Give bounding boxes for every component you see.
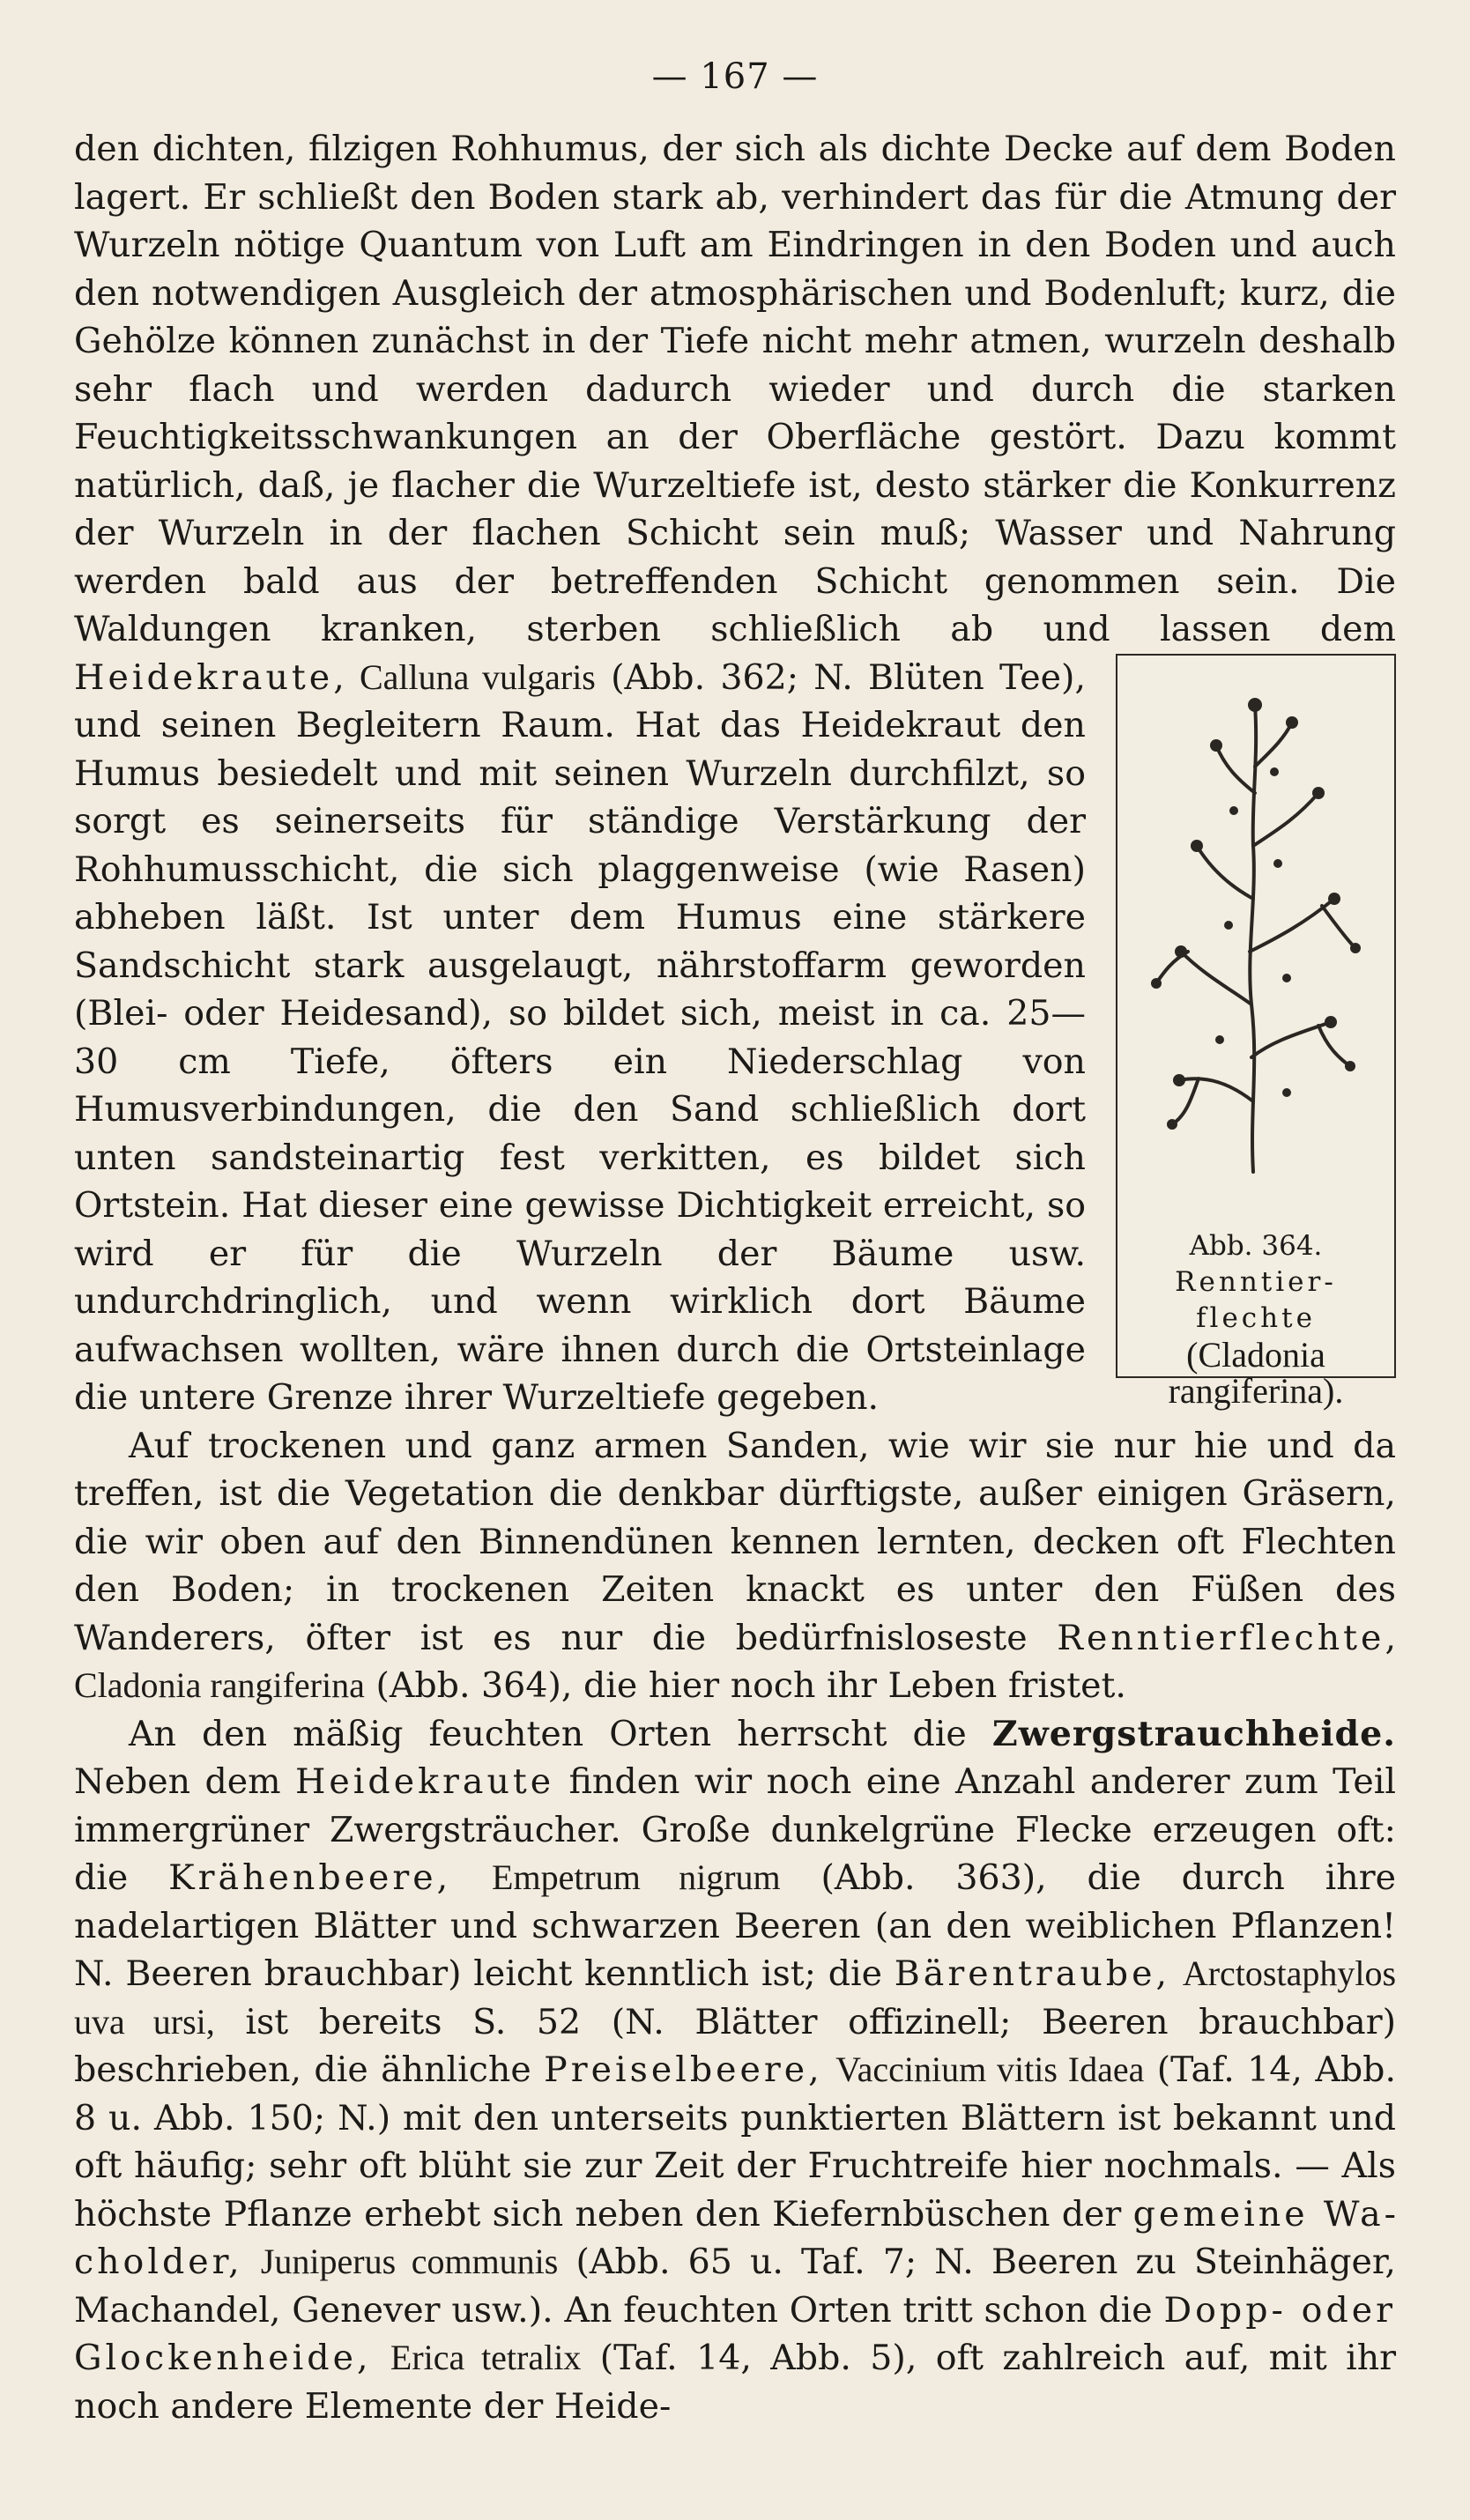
term-zwergstrauchheide: Zwergstrauchheide. bbox=[991, 1713, 1396, 1754]
latin-calluna-vulgaris: Calluna vulgaris bbox=[359, 656, 596, 697]
paragraph-1: den dichten, filzigen Rohhumus, der sich als dichte Decke auf dem Boden lagert. Er schließt den Boden stark ab, verhindert das für die Atmung der Wurzeln nötige Quantum von Luft am Eindringen in den Boden und auch den notwendigen Ausgleich der atmosphärischen und Bodenluft; kurz, die Gehölze können zunächst in der Tiefe nicht mehr atmen, wurzeln deshalb sehr flach und werden dadurch wieder und durch die starken Feuchtigkeitsschwankungen an der Oberfläche gestört. Dazu kommt natürlich, daß, je flacher die Wurzeltiefe ist, desto stärker die Konkurrenz der Wurzeln in der flachen Schicht sein muß; Wasser und Nahrung werden bald aus der betreffenden Schicht genommen sein. Die Waldungen kranken, sterben schließlich ab und lassen dem Heidekraute, Calluna vulgaris Abb. 364. Renntier- flechte (Cladonia rangiferina). (Abb. 362; N. Blüten Tee), und seinen Begleitern Raum. Hat das Heidekraut den Humus besiedelt und mit seinen Wurzeln durchfilzt, so sorgt es seinerseits für ständige Verstärkung der Rohhumusschicht, die sich plaggenweise (wie Rasen) abheben läßt. Ist unter dem Humus eine stärkere Sandschicht stark ausgelaugt, nährstoffarm geworden (Blei- oder Heidesand), so bildet sich, meist in ca. 25—30 cm Tiefe, öfters ein Niederschlag von Humusverbindungen, die den Sand schließlich dort unten sandsteinartig fest verkitten, es bildet sich Ortstein. Hat dieser eine gewisse Dichtigkeit erreicht, so wird er für die Wurzeln der Bäume usw. undurchdringlich, und wenn wirklich dort Bäume aufwachsen wollten, wäre ihnen durch die Ortsteinlage die untere Grenze ihrer Wurzeltiefe gegeben. bbox=[74, 125, 1396, 1422]
paragraph-3-text-c: finden wir noch eine Anzahl anderer zum Teil immergrüner Zwergsträucher. Große dunkelgrüne Flecke erzeugen oft: die bbox=[74, 1761, 1396, 1898]
paragraph-3-text-g: (Abb. 65 u. Taf. 7; N. Beeren zu Steinhäger, Machandel, Genever usw.). An feuchten Orten tritt schon die bbox=[74, 2242, 1396, 2331]
figure-label: Abb. 364. bbox=[1189, 1230, 1323, 1262]
latin-erica-tetralix: Erica tetralix bbox=[390, 2338, 582, 2377]
latin-cladonia-rangiferina: Cladonia rangiferina bbox=[74, 1665, 365, 1705]
text-column bbox=[74, 125, 1396, 2430]
latin-arctostaphylos: Arctostaphylos uva ursi, bbox=[74, 1953, 1397, 2042]
page-number: — 167 — bbox=[651, 56, 819, 97]
figure-name-line-2: flechte bbox=[1196, 1302, 1316, 1334]
figure-name-line-1: Renntier- bbox=[1175, 1266, 1337, 1298]
term-renntierflechte: Renntierflechte bbox=[1057, 1617, 1385, 1658]
paragraph-3-text-f: (Taf. 14, Abb. 8 u. Abb. 150; N.) mit den unterseits punktierten Blättern ist bekannt und oft häufig; sehr oft blüht sie zur Zeit der Fruchtreife hier nochmals. — Als höchste Pflanze erhebt sich neben den Kiefernbüschen der bbox=[74, 2049, 1397, 2235]
paragraph-3-text-d: (Abb. 363), die durch ihre nadelartigen Blätter und schwarzen Beeren (an den weiblichen Pflanzen! N. Beeren brauchbar) leicht kenntlich ist; die bbox=[74, 1857, 1396, 1994]
latin-empetrum-nigrum: Empetrum nigrum bbox=[492, 1857, 781, 1897]
term-kraehenbeere: Krähenbeere, bbox=[168, 1857, 452, 1898]
term-heidekraut: Heidekraute bbox=[74, 656, 334, 698]
latin-vaccinium: Vaccinium vitis Idaea bbox=[835, 2049, 1145, 2089]
term-wacholder: gemeine Wacholder, bbox=[74, 2193, 1396, 2282]
figure-latin-line-1: (Cladonia bbox=[1186, 1335, 1325, 1375]
figure-abb-364 bbox=[1116, 654, 1396, 1411]
paragraph-2: Auf trockenen und ganz armen Sanden, wie wir sie nur hie und da treffen, ist die Vegetation die denkbar dürftigste, außer einigen Gräsern, die wir oben auf den Binnendünen kennen lernten, decken oft Flechten den Boden; in trockenen Zeiten knackt es unter den Füßen des Wanderers, öfter ist es nur die bedürfnisloseste Renntierflechte, Cladonia rangiferina (Abb. 364), die hier noch ihr Leben fristet. bbox=[74, 1425, 1396, 1706]
paragraph-3-text-b: Neben dem bbox=[74, 1761, 295, 1802]
term-doppheide: Dopp- oder Glockenheide, bbox=[74, 2289, 1396, 2378]
term-heidekraute: Heidekraute bbox=[294, 1761, 555, 1802]
figure-latin-line-2: rangiferina). bbox=[1168, 1371, 1344, 1411]
paragraph-2-text-a: Auf trockenen und ganz armen Sanden, wie wir sie nur hie und da treffen, ist die Vegetation die denkbar dürftigste, außer einigen Gräsern, die wir oben auf den Binnendünen kennen lernten, decken oft Flechten den Boden; in trockenen Zeiten knackt es unter den Füßen des Wanderers, öfter ist es nur die bedürfnisloseste bbox=[74, 1425, 1396, 1658]
lichen-illustration-icon bbox=[1146, 687, 1366, 1181]
paragraph-1-text-a: den dichten, filzigen Rohhumus, der sich als dichte Decke auf dem Boden lagert. Er schließt den Boden stark ab, verhindert das für die Atmung der Wurzeln nötige Quantum von Luft am Eindringen in den Boden und auch den notwendigen Ausgleich der atmosphärischen und Bodenluft; kurz, die Gehölze können zunächst in der Tiefe nicht mehr atmen, wurzeln deshalb sehr flach und werden dadurch wieder und durch die starken Feuchtigkeitsschwankungen an der Oberfläche gestört. Dazu kommt natürlich, daß, je flacher die Wurzeltiefe ist, desto stärker die Konkurrenz der Wurzeln in der flachen Schicht sein muß; Wasser und Nahrung werden bald aus der betreffenden Schicht genommen sein. Die Waldungen kranken, sterben schließlich ab und lassen dem bbox=[74, 129, 1396, 649]
term-preiselbeere: Preiselbeere, bbox=[544, 2049, 823, 2090]
paragraph-2-text-b: (Abb. 364), die hier noch ihr Leben fristet. bbox=[375, 1665, 1126, 1706]
paragraph-3 bbox=[74, 1710, 1396, 2431]
latin-juniperus: Juniperus communis bbox=[260, 2242, 559, 2281]
term-baerentraube: Bärentraube, bbox=[894, 1953, 1171, 1994]
figure-caption bbox=[1117, 1191, 1394, 1452]
paragraph-3-text-a: An den mäßig feuchten Orten herrscht die bbox=[129, 1713, 992, 1754]
paragraph-3-text-e: ist bereits S. 52 (N. Blätter offizinell; Beeren brauchbar) beschrieben, die ähnliche bbox=[74, 2001, 1396, 2090]
paragraph-3-text-h: (Taf. 14, Abb. 5), oft zahlreich auf, mit ihr noch andere Elemente der Heide- bbox=[74, 2338, 1397, 2427]
paragraph-1-text-b: (Abb. 362; N. Blüten Tee), und seinen Begleitern Raum. Hat das Heidekraut den Humus besiedelt und mit seinen Wurzeln durchfilzt, so sorgt es seinerseits für ständige Verstärkung der Rohhumusschicht, die sich plaggenweise (wie Rasen) abheben läßt. Ist unter dem Humus eine stärkere Sandschicht stark ausgelaugt, nährstoffarm geworden (Blei- oder Heidesand), so bildet sich, meist in ca. 25—30 cm Tiefe, öfters ein Niederschlag von Humusverbindungen, die den Sand schließlich dort unten sandsteinartig fest verkitten, es bildet sich Ortstein. Hat dieser eine gewisse Dichtigkeit erreicht, so wird er für die Wurzeln der Bäume usw. undurchdringlich, und wenn wirklich dort Bäume aufwachsen wollten, wäre ihnen durch die Ortsteinlage die untere Grenze ihrer Wurzeltiefe gegeben. bbox=[74, 656, 1086, 1418]
